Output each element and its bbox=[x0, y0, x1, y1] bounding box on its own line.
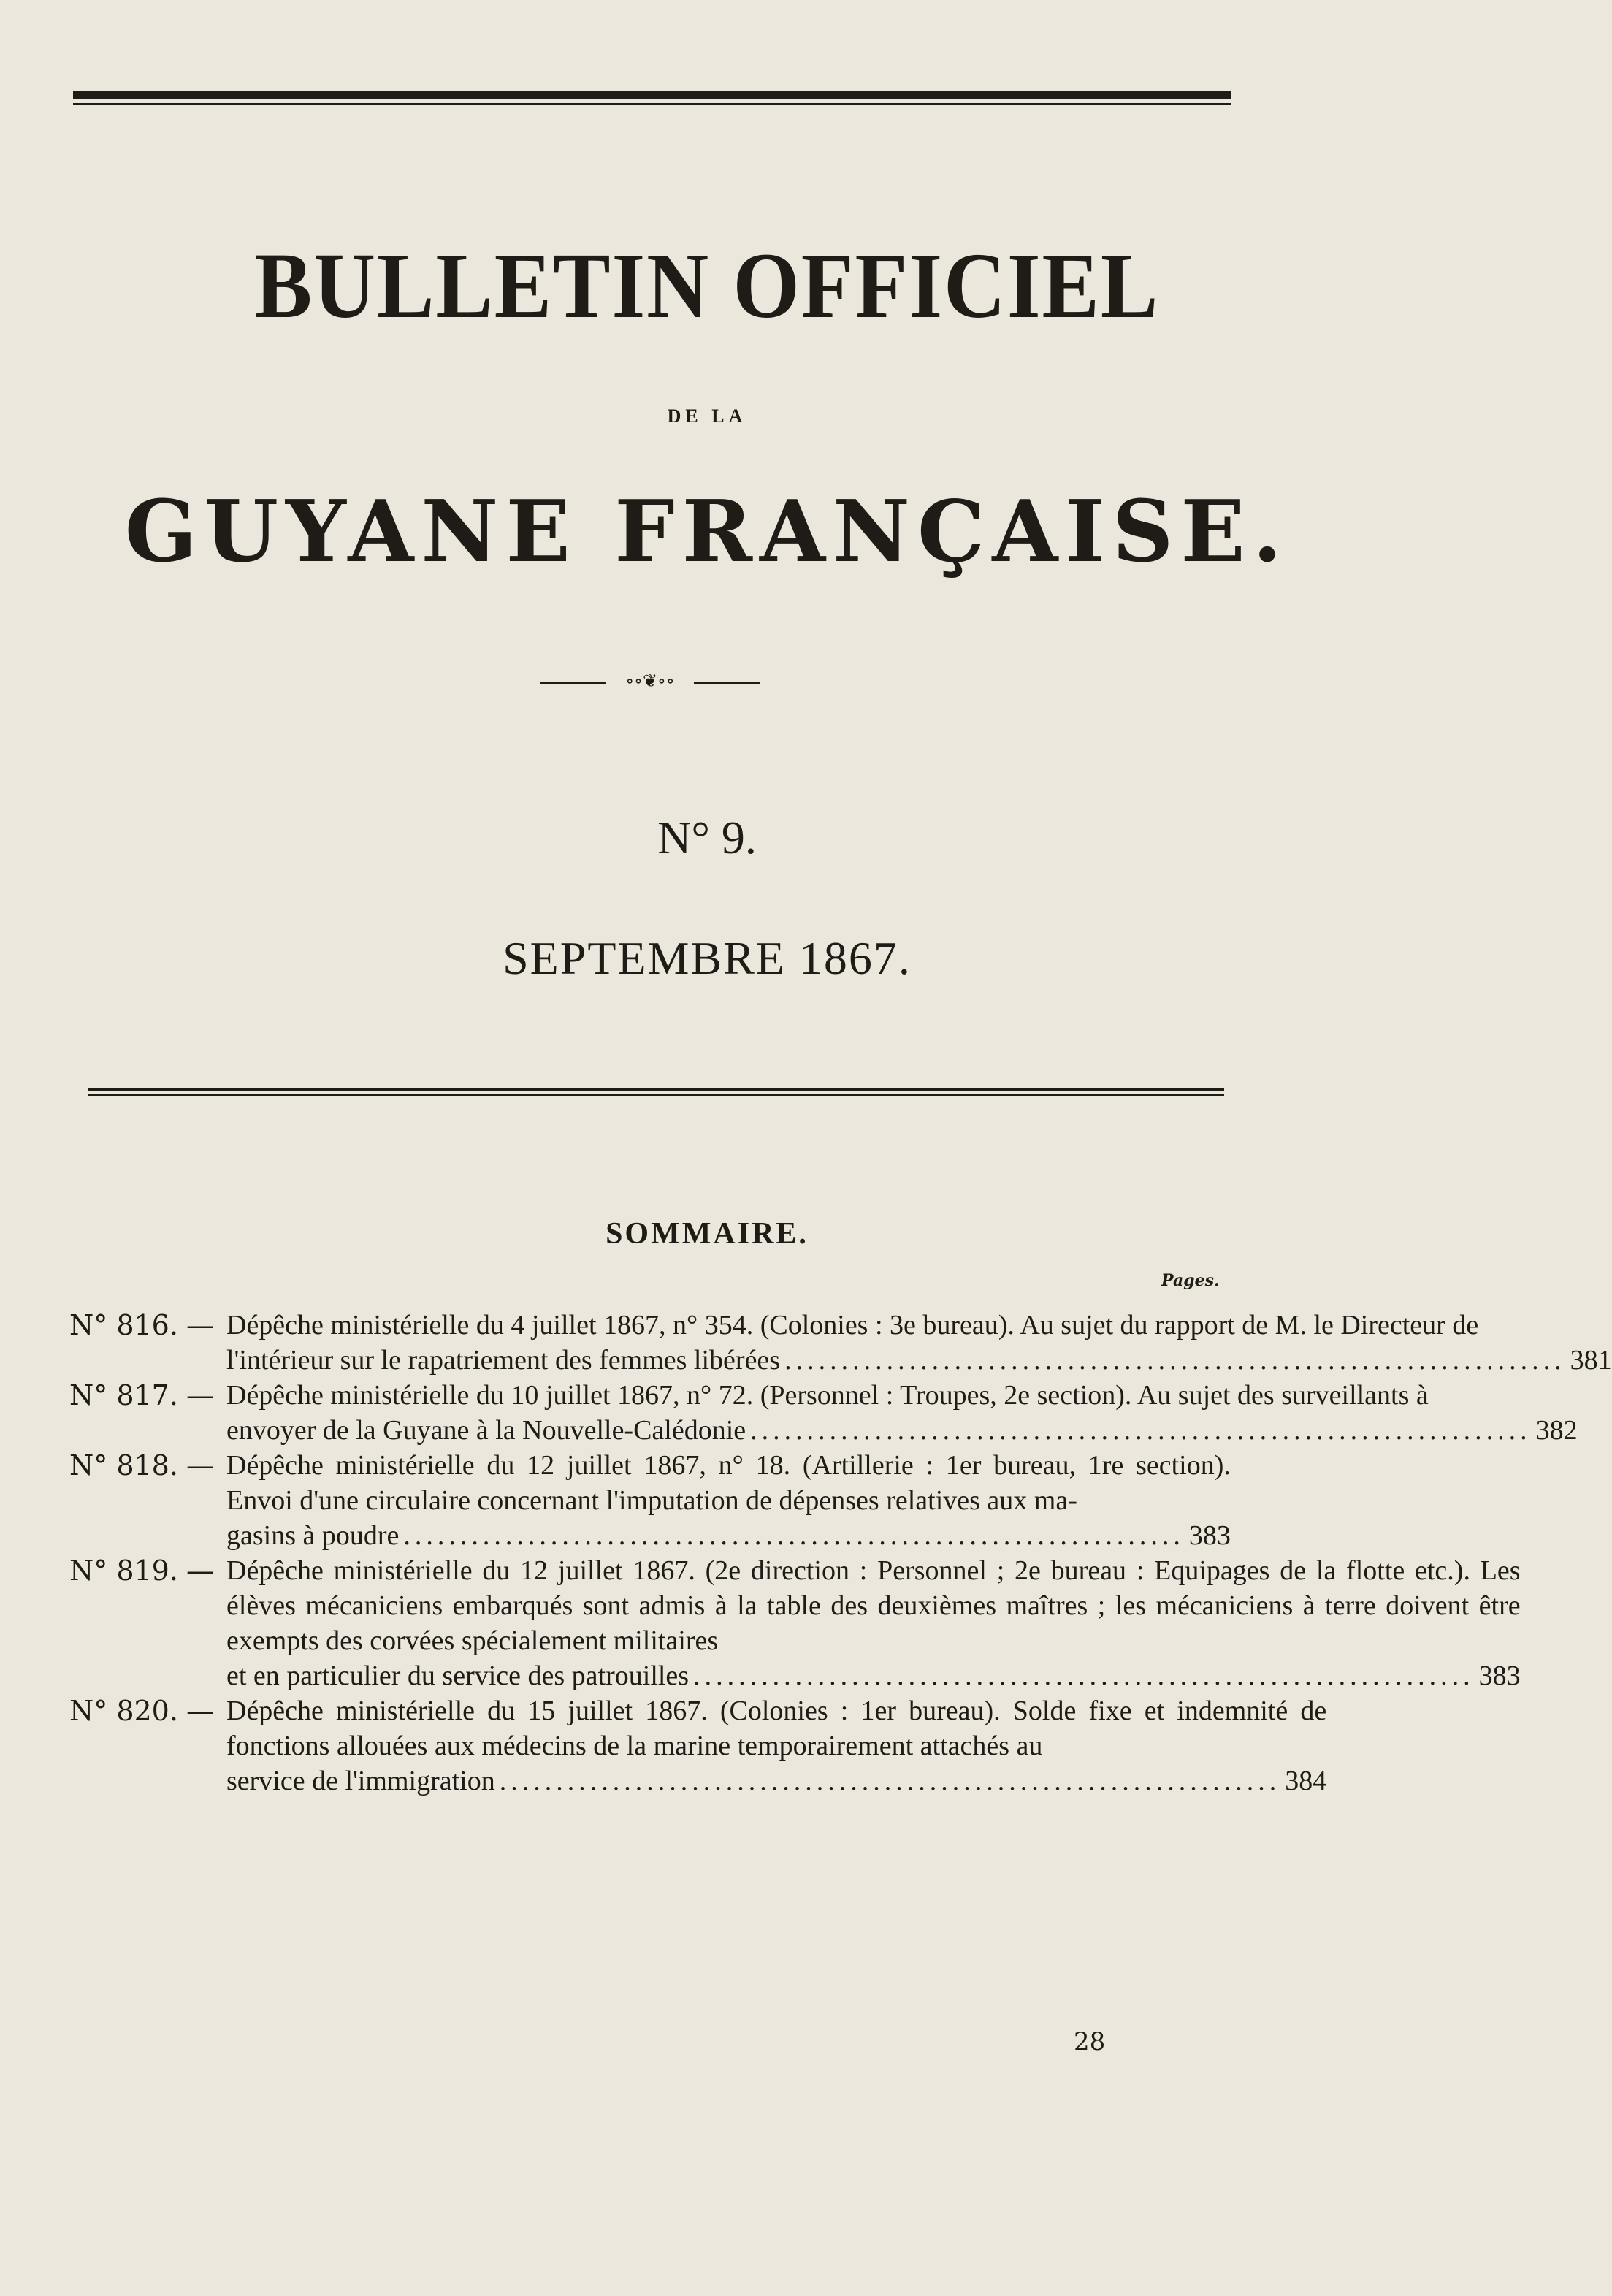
entry-number: N° 819. bbox=[69, 1555, 178, 1587]
top-double-rule bbox=[73, 91, 1231, 99]
entry-dash: — bbox=[186, 1379, 214, 1411]
summary-entry bbox=[69, 1308, 1612, 1378]
entry-last-text: service de l'immigration bbox=[226, 1766, 495, 1796]
ornament-glyph: ∘∘❦∘∘ bbox=[625, 671, 675, 691]
ornament-divider bbox=[540, 671, 760, 691]
leader-dots: ..................................................................... bbox=[693, 1660, 1475, 1691]
entry-last-line bbox=[226, 1343, 1612, 1378]
leader-dots: ..................................................................... bbox=[403, 1520, 1185, 1551]
entry-body bbox=[226, 1693, 1326, 1799]
entry-dash: — bbox=[186, 1695, 214, 1727]
entry-dash: — bbox=[186, 1449, 214, 1481]
summary-heading: SOMMAIRE. bbox=[606, 1217, 809, 1251]
entry-body bbox=[226, 1448, 1231, 1553]
entry-number: N° 817. bbox=[69, 1379, 178, 1411]
entry-last-line bbox=[226, 1763, 1326, 1799]
entry-last-line bbox=[226, 1518, 1231, 1553]
title-bulletin-officiel: BULLETIN OFFICIEL bbox=[254, 234, 1160, 337]
entry-dash: — bbox=[186, 1555, 214, 1587]
summary-entries bbox=[69, 1308, 1612, 1799]
entry-number: N° 820. bbox=[69, 1695, 178, 1727]
leader-dots: ..................................................................... bbox=[784, 1345, 1566, 1376]
entry-body bbox=[226, 1308, 1612, 1378]
title-guyane-francaise: GUYANE FRANÇAISE. bbox=[124, 482, 1290, 581]
entry-text: Dépêche ministérielle du 10 juillet 1867, n° 72. (Personnel : Troupes, 2e section). Au sujet des surveillants à bbox=[226, 1380, 1429, 1411]
entry-page: 381 bbox=[1570, 1345, 1612, 1376]
entry-last-text: envoyer de la Guyane à la Nouvelle-Calédonie bbox=[226, 1415, 746, 1446]
entry-page: 382 bbox=[1535, 1415, 1578, 1446]
summary-entry bbox=[69, 1693, 1327, 1799]
entry-number: N° 816. bbox=[69, 1309, 178, 1341]
leader-dots: ..................................................................... bbox=[750, 1415, 1532, 1446]
entry-dash: — bbox=[186, 1309, 214, 1341]
entry-body bbox=[226, 1378, 1578, 1448]
summary-entry bbox=[69, 1448, 1231, 1553]
entry-page: 383 bbox=[1188, 1520, 1231, 1551]
entry-text: Dépêche ministérielle du 15 juillet 1867. (Colonies : 1er bureau). Solde fixe et indemnité de fonctions allouées aux médecins de la marine temporairement attachés au bbox=[226, 1696, 1327, 1761]
middle-double-rule bbox=[88, 1088, 1224, 1091]
entry-page: 384 bbox=[1285, 1766, 1327, 1796]
entry-page: 383 bbox=[1478, 1660, 1521, 1691]
entry-last-line bbox=[226, 1413, 1578, 1448]
entry-text: Dépêche ministérielle du 4 juillet 1867, n° 354. (Colonies : 3e bureau). Au sujet du rapport de M. le Directeur de bbox=[226, 1310, 1479, 1340]
entry-number: N° 818. bbox=[69, 1449, 178, 1481]
entry-last-text: et en particulier du service des patrouilles bbox=[226, 1660, 690, 1691]
entry-last-text: l'intérieur sur le rapatriement des femmes libérées bbox=[226, 1345, 781, 1376]
page-folio: 28 bbox=[1074, 2027, 1106, 2056]
pages-column-label: Pages. bbox=[1161, 1271, 1220, 1290]
entry-last-line bbox=[226, 1658, 1521, 1693]
summary-entry bbox=[69, 1378, 1578, 1448]
summary-entry bbox=[69, 1553, 1521, 1693]
issue-number: N° 9. bbox=[657, 812, 757, 863]
entry-text: Dépêche ministérielle du 12 juillet 1867. (2e direction : Personnel ; 2e bureau : Equipages de la flotte etc.). Les élèves mécaniciens embarqués sont admis à la table des deuxièmes maîtres ; les mécaniciens à terre doivent être exempts des corvées spécialement militaires bbox=[226, 1555, 1521, 1656]
title-de-la: DE LA bbox=[667, 405, 747, 427]
entry-last-text: gasins à poudre bbox=[226, 1520, 400, 1551]
issue-date: SEPTEMBRE 1867. bbox=[503, 932, 912, 984]
entry-body bbox=[226, 1553, 1521, 1693]
entry-text: Dépêche ministérielle du 12 juillet 1867, n° 18. (Artillerie : 1er bureau, 1re section). Envoi d'une circulaire concernant l'imputation de dépenses relatives aux ma- bbox=[226, 1450, 1231, 1516]
leader-dots: ..................................................................... bbox=[499, 1766, 1281, 1796]
